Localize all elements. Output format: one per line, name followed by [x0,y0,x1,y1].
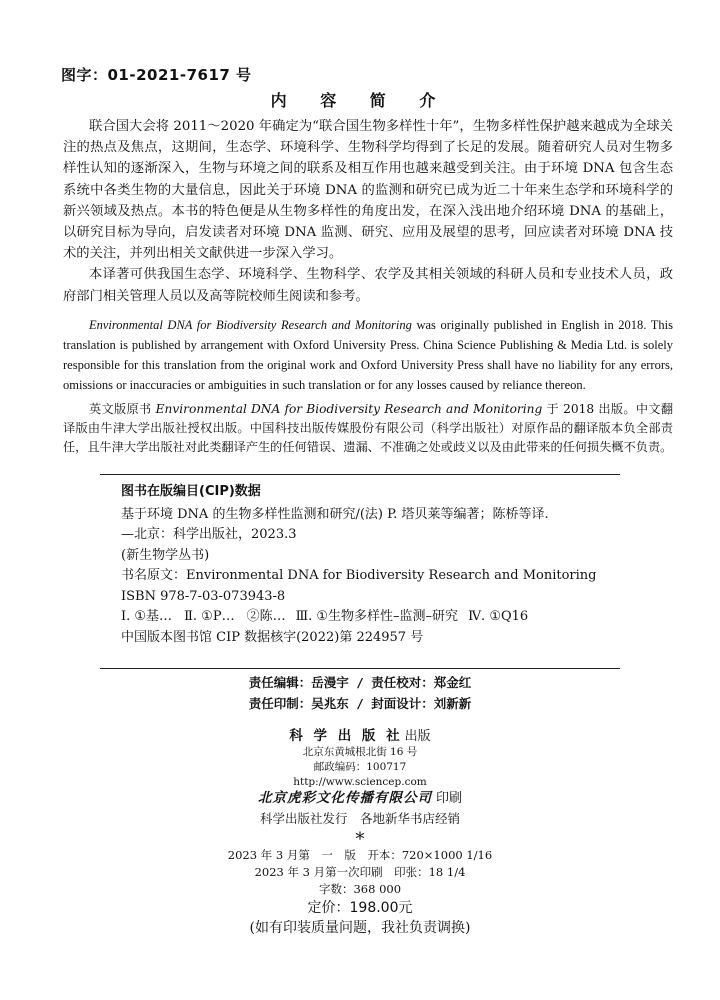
english-notice-text: was originally published in English in 2018. This translation is published by arrangement with Oxford University Press. China Science Publishing & Media Ltd. is solely responsible for this translation from the original work and Oxford University Press shall have no liability for any errors, omissions or inaccuracies or ambiguities in such translation or for any losses caused by reliance thereon. [63,318,673,392]
publisher-name: 科 学 出 版 社 [289,728,403,744]
cip-number: 中国版本图书馆 CIP 数据核字(2022)第 224957 号 [121,629,424,645]
registration-number: 图字：01-2021-7617 号 [61,66,252,84]
price-amount: 198.00 [349,900,399,916]
cip-classification [121,607,621,628]
chinese-notice-book-title: Environmental DNA for Biodiversity Research and Monitoring [155,402,543,416]
chinese-notice-prefix: 英文版原书 [89,402,156,416]
english-copyright-notice [63,315,673,395]
cip-class-5: Ⅳ. ①Q16 [468,609,529,624]
cip-block [121,482,621,648]
publisher-website: http://www.sciencep.com [293,776,427,788]
cip-line-3: (新生物学丛书) [121,547,210,563]
cip-isbn: ISBN 978-7-03-073943-8 [121,588,286,604]
edition-line-2: 2023 年 3 月第一次印刷 印张：18 1/4 [254,865,466,879]
summary-heading: 内 容 简 介 [270,91,450,110]
word-count: 字数：368 000 [318,882,402,896]
cip-top-divider [100,474,620,475]
publisher-block [0,728,720,936]
summary-paragraph-2: 本译著可供我国生态学、环境科学、生物科学、农学及其相关领域的科研人员和专业技术人员，政府部门相关管理人员以及高等院校师生阅读和参考。 [63,267,673,304]
cip-line-2: —北京：科学出版社，2023.3 [121,527,297,542]
price-unit: 元 [398,900,413,916]
publisher-name-suffix: 出版 [404,729,431,744]
cip-class-3: ②陈… [246,609,286,624]
publisher-postcode: 邮政编码：100717 [313,761,407,773]
printer-suffix: 印刷 [435,791,462,806]
quality-notice: (如有印装质量问题，我社负责调换) [249,920,471,936]
cip-title: 图书在版编目(CIP)数据 [121,484,261,499]
cip-class-2: Ⅱ. ①P… [184,609,235,624]
english-book-title: Environmental DNA for Biodiversity Research and Monitoring [89,318,412,332]
cip-class-1: Ⅰ. ①基… [121,609,173,624]
chinese-notice-text: 于 2018 出版。中文翻译版由牛津大学出版社授权出版。中国科技出版传媒股份有限公司（科学出版社）对原作品的翻译版本负全部责任，且牛津大学出版社对此类翻译产生的任何错误、遗漏、不准确之处或歧义以及由此带来的任何损失概不负责。 [63,402,674,454]
summary-section [63,116,673,307]
price-line [0,900,720,916]
edition-line-1: 2023 年 3 月第 一 版 开本：720×1000 1/16 [227,848,493,862]
cip-line-1: 基于环境 DNA 的生物多样性监测和研究/(法) P. 塔贝莱等编著；陈桥等译. [121,506,549,522]
printer-name: 北京虎彩文化传播有限公司 [257,790,432,806]
publisher-address: 北京东黄城根北街 16 号 [302,746,418,758]
cip-bottom-divider [100,668,620,669]
chinese-copyright-notice [63,400,673,457]
editors-block [0,672,720,714]
distribution-line: 科学出版社发行 各地新华书店经销 [259,811,460,826]
cip-original-title: 书名原文：Environmental DNA for Biodiversity Research and Monitoring [121,568,597,583]
summary-paragraph-1: 联合国大会将 2011～2020 年确定为“联合国生物多样性十年”，生物多样性保护越来越成为全球关注的热点及焦点，这期间，生态学、环境科学、生物科学均得到了长足的发展。随着研究人员对生物多样性认知的逐渐深入，生物与环境之间的联系及相互作用也越来越受到关注。由于环境 DNA 包含生态系统中各类生物的大量信息，因此关于环境 DNA 的监测和研究已成为近二十年来生态学和环境科学的新兴领域及热点。本书的特色便是从生物多样性的角度出发，在深入浅出地介绍环境 DNA 的基础上，以研究目标为导向，启发读者对环境 DNA 监测、研究、应用及展望的思考，回应读者对环境 DNA 技术的关注，并列出相关文献供进一步深入学习。 [63,119,673,262]
cip-class-4: Ⅲ. ①生物多样性–监测–研究 [295,609,459,624]
price-label: 定价： [307,900,350,916]
separator-star: * [355,829,365,850]
editors-line-1: 责任编辑：岳漫宇 / 责任校对：郑金红 [248,675,472,690]
editors-line-2: 责任印制：吴兆东 / 封面设计：刘新新 [248,696,472,711]
